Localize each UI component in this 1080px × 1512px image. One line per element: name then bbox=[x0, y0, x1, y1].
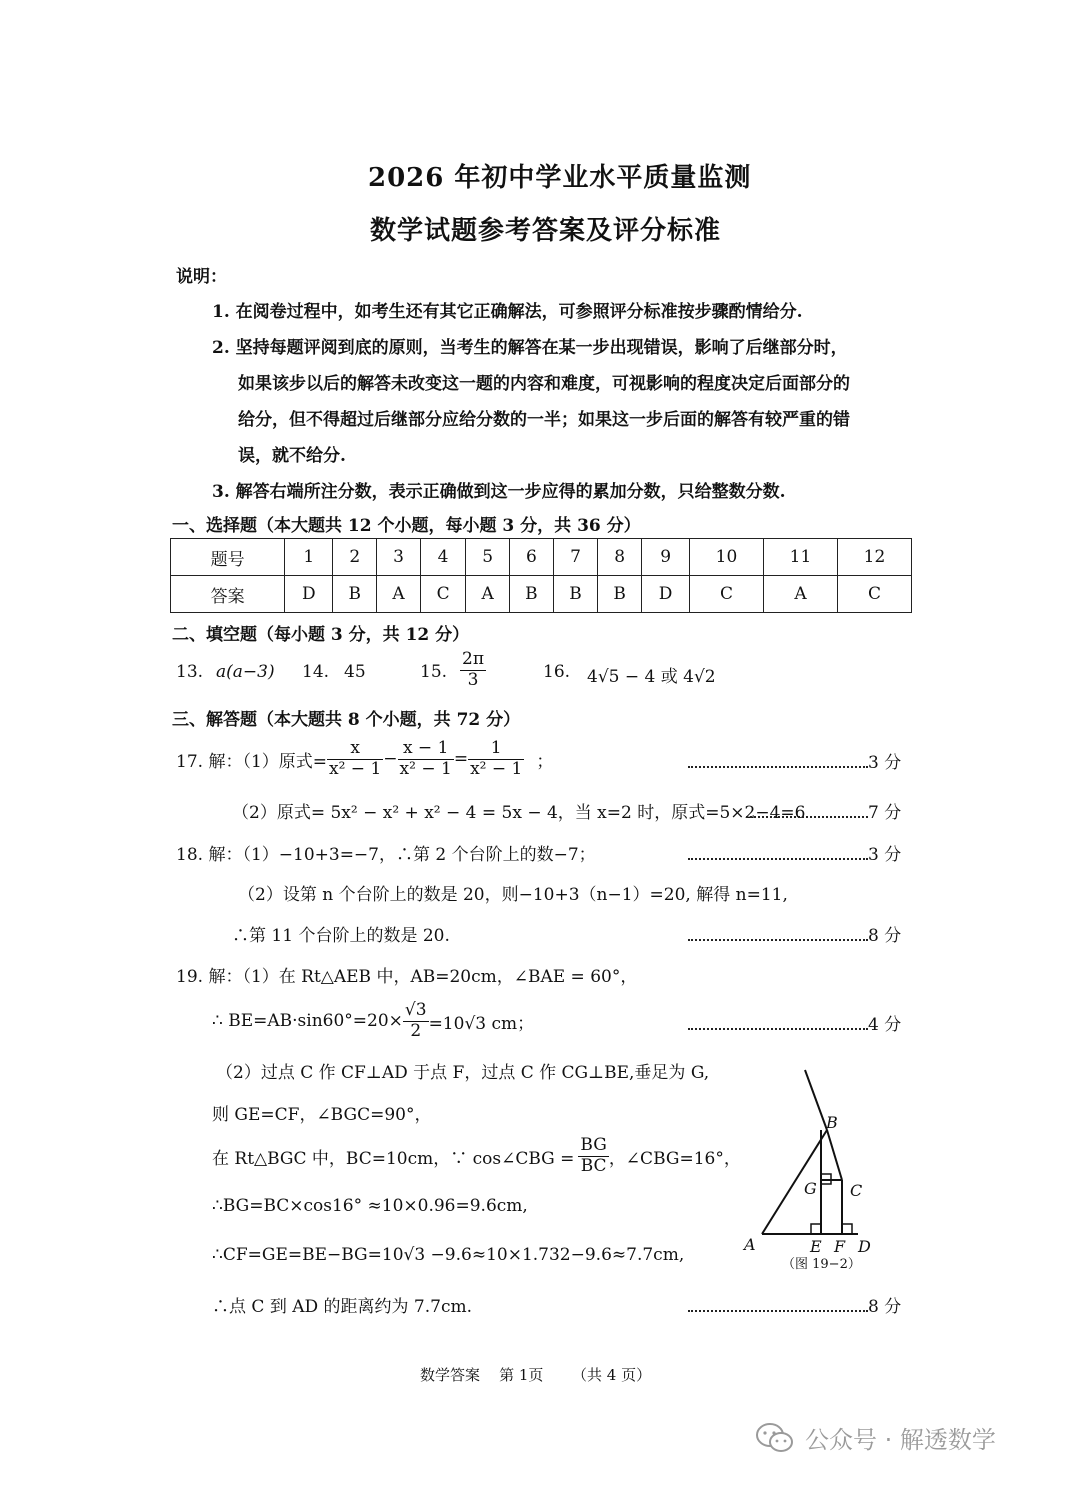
notes-label: 说明： bbox=[176, 267, 227, 287]
q17-equals: = bbox=[453, 749, 469, 769]
note-2-cont-1: 如果该步以后的解答未改变这一题的内容和难度，可视影响的程度决定后面部分的 bbox=[238, 374, 850, 394]
score-value: 3 分 bbox=[868, 753, 902, 773]
fraction-denominator: x² − 1 bbox=[399, 758, 452, 779]
page-title: 2026 年初中学业水平质量监测 bbox=[368, 163, 752, 193]
q19-part2-line3 bbox=[212, 1132, 741, 1180]
score-leader bbox=[688, 939, 868, 941]
q18-score-2 bbox=[688, 921, 901, 946]
figure-label-e: E bbox=[810, 1237, 822, 1256]
figure-caption: （图 19−2） bbox=[782, 1257, 861, 1272]
note-2-cont-3: 误，就不给分. bbox=[238, 446, 346, 466]
section-solve-heading: 三、解答题（本大题共 8 个小题，共 72 分） bbox=[172, 710, 521, 730]
q15-numerator: 2π bbox=[462, 649, 484, 669]
q13-label: 13. bbox=[176, 662, 204, 682]
table-cell: A bbox=[466, 576, 509, 613]
q19-score-2 bbox=[688, 1292, 901, 1317]
table-cell: 3 bbox=[377, 539, 420, 576]
table-cell: 4 bbox=[420, 539, 466, 576]
q19-part2-line5: ∴CF=GE=BE−BG=10√3 −9.6≈10×1.732−9.6≈7.7cm, bbox=[212, 1245, 685, 1265]
q19-cos-prefix: 在 Rt△BGC 中，BC=10cm，∵ cos∠CBG = bbox=[212, 1148, 575, 1169]
q17-label: 17. 解：（1）原式= bbox=[176, 751, 327, 772]
q19-sqrt3-fraction bbox=[403, 1001, 429, 1041]
q16-label: 16. bbox=[543, 662, 571, 682]
page-subtitle: 数学试题参考答案及评分标准 bbox=[370, 216, 722, 246]
answer-table bbox=[170, 538, 912, 613]
figure-label-a: A bbox=[744, 1235, 756, 1254]
score-leader bbox=[688, 766, 868, 768]
watermark bbox=[755, 1420, 996, 1455]
fraction-denominator: 2 bbox=[410, 1020, 422, 1041]
q19-conclusion: ∴点 C 到 AD 的距离约为 7.7cm. bbox=[212, 1297, 473, 1317]
fraction-numerator: √3 bbox=[404, 999, 427, 1020]
table-row-answers bbox=[171, 576, 912, 613]
table-cell: B bbox=[509, 576, 553, 613]
fraction-denominator: x² − 1 bbox=[329, 758, 382, 779]
figure-label-b: B bbox=[826, 1113, 838, 1132]
fraction-numerator: BG bbox=[580, 1134, 607, 1155]
table-cell: C bbox=[690, 576, 764, 613]
q19-part1: 19. 解：（1）在 Rt△AEB 中，AB=20cm，∠BAE = 60°， bbox=[176, 967, 638, 987]
note-1: 1. 在阅卷过程中，如考生还有其它正确解法，可参照评分标准按步骤酌情给分. bbox=[212, 302, 803, 322]
right-angle-mark-e bbox=[811, 1224, 821, 1234]
fraction-numerator: x − 1 bbox=[398, 739, 454, 760]
q19-part2-line4: ∴BG=BC×cos16° ≈10×0.96=9.6cm, bbox=[212, 1196, 528, 1216]
q18-conclusion: ∴第 11 个台阶上的数是 20. bbox=[232, 926, 450, 946]
figure-extension-line bbox=[805, 1070, 827, 1130]
figure-label-g: G bbox=[804, 1179, 817, 1198]
q17-score-2 bbox=[746, 798, 901, 823]
q18-part2: （2）设第 n 个台阶上的数是 20，则−10+3（n−1）=20, 解得 n=11, bbox=[238, 885, 788, 905]
q17-minus: − bbox=[383, 749, 398, 769]
figure-19-2 bbox=[730, 1062, 900, 1277]
fraction-denominator: BC bbox=[580, 1155, 607, 1176]
q19-part1-calc bbox=[212, 996, 534, 1046]
fraction-denominator: x² − 1 bbox=[470, 758, 523, 779]
table-cell: D bbox=[285, 576, 333, 613]
watermark-text: 公众号 · 解透数学 bbox=[805, 1426, 996, 1454]
table-cell: 10 bbox=[690, 539, 764, 576]
fraction-numerator: x bbox=[327, 739, 383, 760]
table-cell: C bbox=[420, 576, 466, 613]
q17-tail: ； bbox=[536, 751, 554, 772]
q16-answer: 4√5 − 4 或 4√2 bbox=[587, 667, 716, 687]
table-cell: B bbox=[333, 576, 377, 613]
q19-cos-suffix: ，∠CBG=16°， bbox=[608, 1148, 741, 1169]
table-cell: 12 bbox=[837, 539, 911, 576]
q15-denominator: 3 bbox=[467, 669, 479, 690]
q19-part2: （2）过点 C 作 CF⊥AD 于点 F，过点 C 作 CG⊥BE,垂足为 G, bbox=[216, 1063, 710, 1083]
table-row-numbers bbox=[171, 539, 912, 576]
score-leader bbox=[688, 1310, 868, 1312]
q19-cos-fraction bbox=[578, 1136, 608, 1176]
figure-segment-ab bbox=[762, 1130, 827, 1234]
q17-fraction-2 bbox=[398, 739, 454, 779]
score-value: 7 分 bbox=[868, 803, 902, 823]
table-cell: 2 bbox=[333, 539, 377, 576]
score-value: 4 分 bbox=[868, 1015, 902, 1035]
q15-answer bbox=[460, 650, 486, 690]
table-cell: A bbox=[763, 576, 837, 613]
table-cell: A bbox=[377, 576, 420, 613]
q19-score-1 bbox=[688, 1010, 901, 1035]
table-cell: 7 bbox=[553, 539, 597, 576]
page-footer: 数学答案 第 1页 （共 4 页） bbox=[420, 1366, 652, 1384]
q14-answer: 45 bbox=[344, 662, 366, 682]
q13-answer: a(a−3) bbox=[216, 662, 275, 682]
table-cell: 9 bbox=[642, 539, 690, 576]
q19-calc-result: =10√3 cm； bbox=[428, 1013, 535, 1034]
figure-label-d: D bbox=[858, 1237, 871, 1256]
table-cell: 8 bbox=[598, 539, 642, 576]
table-cell: 5 bbox=[466, 539, 509, 576]
q17-part1 bbox=[176, 736, 553, 782]
table-cell: B bbox=[553, 576, 597, 613]
q19-calc-prefix: ∴ BE=AB·sin60°=20× bbox=[212, 1011, 403, 1031]
score-leader bbox=[688, 858, 868, 860]
figure-label-c: C bbox=[850, 1181, 863, 1200]
score-value: 8 分 bbox=[868, 1297, 902, 1317]
score-value: 8 分 bbox=[868, 926, 902, 946]
q18-score-1 bbox=[688, 840, 901, 865]
q14-label: 14. bbox=[302, 662, 330, 682]
score-leader bbox=[746, 816, 868, 818]
section-fill-heading: 二、填空题（每小题 3 分，共 12 分） bbox=[172, 625, 470, 645]
figure-segment-bc bbox=[827, 1130, 842, 1180]
q15-label: 15. bbox=[420, 662, 448, 682]
wechat-icon bbox=[755, 1422, 795, 1454]
figure-label-f: F bbox=[834, 1237, 846, 1256]
table-cell: C bbox=[837, 576, 911, 613]
note-2: 2. 坚持每题评阅到底的原则，当考生的解答在某一步出现错误，影响了后继部分时， bbox=[212, 338, 848, 358]
q17-fraction-3 bbox=[468, 739, 524, 779]
q19-part2-line2: 则 GE=CF，∠BGC=90°， bbox=[212, 1105, 432, 1125]
q18-part1: 18. 解：（1）−10+3=−7，∴第 2 个台阶上的数−7； bbox=[176, 845, 596, 865]
note-2-cont-2: 给分，但不得超过后继部分应给分数的一半；如果这一步后面的解答有较严重的错 bbox=[238, 410, 850, 430]
table-cell: 6 bbox=[509, 539, 553, 576]
right-angle-mark-f bbox=[842, 1224, 852, 1234]
q17-fraction-1 bbox=[327, 739, 383, 779]
table-header-cell: 题号 bbox=[171, 539, 285, 576]
q17-part2: （2）原式= 5x² − x² + x² − 4 = 5x − 4，当 x=2 时，原式=5×2−4=6 bbox=[232, 803, 806, 823]
fraction-numerator: 1 bbox=[468, 739, 524, 760]
q17-score-1 bbox=[688, 748, 901, 773]
section-choice-heading: 一、选择题（本大题共 12 个小题，每小题 3 分，共 36 分） bbox=[172, 516, 641, 536]
score-value: 3 分 bbox=[868, 845, 902, 865]
table-cell: 1 bbox=[285, 539, 333, 576]
table-cell: D bbox=[642, 576, 690, 613]
score-leader bbox=[688, 1028, 868, 1030]
table-header-cell: 答案 bbox=[171, 576, 285, 613]
table-cell: 11 bbox=[763, 539, 837, 576]
note-3: 3. 解答右端所注分数，表示正确做到这一步应得的累加分数，只给整数分数. bbox=[212, 482, 786, 502]
table-cell: B bbox=[598, 576, 642, 613]
